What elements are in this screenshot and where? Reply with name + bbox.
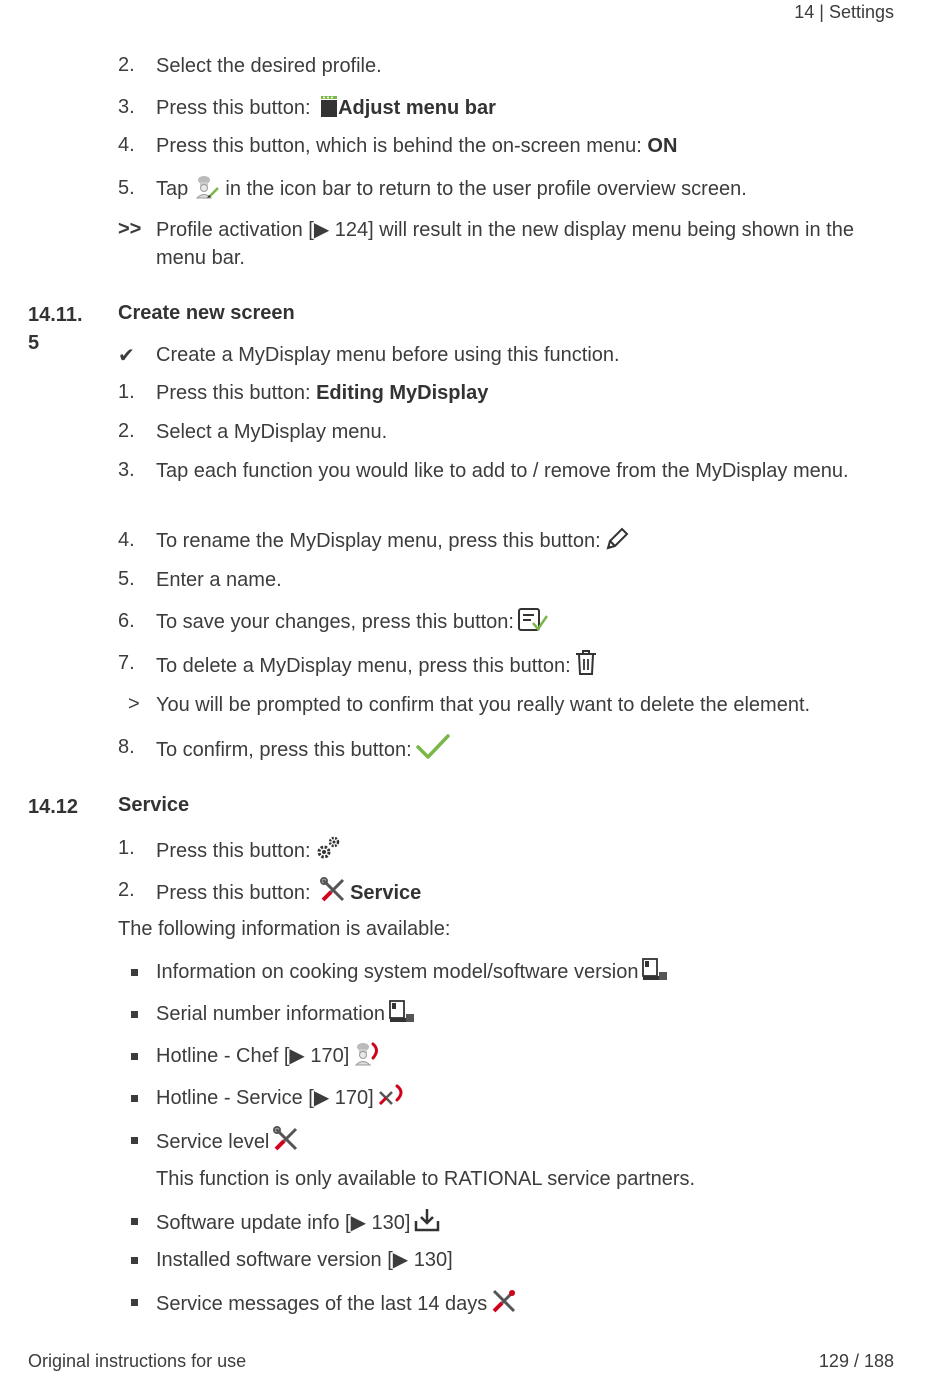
- bullet: [131, 969, 138, 976]
- bullet: [131, 1095, 138, 1102]
- bullet: [131, 1053, 138, 1060]
- result-text: You will be prompted to confirm that you really want to delete the element.: [156, 694, 811, 716]
- list-item: Serial number information: [156, 1000, 415, 1032]
- section-title: Service: [118, 794, 190, 816]
- save-checklist-icon: [518, 608, 548, 640]
- result-text: Profile activation [▶ 124] will result in the new display menu being shown in the menu bar.: [156, 219, 854, 269]
- result-marker: >>: [118, 218, 142, 240]
- step-marker: 3.: [118, 459, 135, 481]
- bullet: [131, 1137, 138, 1144]
- menu-bar-icon: [320, 96, 338, 126]
- step-text: Press this button: Adjust menu bar: [156, 94, 496, 126]
- trash-icon: [575, 650, 597, 684]
- gears-icon: [315, 835, 341, 869]
- step-text: Tap in the icon bar to return to the user profile overview screen.: [156, 175, 747, 207]
- step-text: To delete a MyDisplay menu, press this button:: [156, 650, 597, 684]
- step-marker: 2.: [118, 420, 135, 442]
- step-marker: 6.: [118, 610, 135, 632]
- list-item: Information on cooking system model/software version: [156, 958, 668, 990]
- list-item: Service level: [156, 1126, 299, 1160]
- footer-left: Original instructions for use: [28, 1351, 247, 1371]
- service-tools-icon: [491, 1288, 517, 1322]
- step-text: Select a MyDisplay menu.: [156, 421, 388, 443]
- step-text: Press this button:: [156, 835, 341, 869]
- list-item: Hotline - Service [▶ 170]: [156, 1084, 406, 1116]
- step-marker: 1.: [118, 837, 135, 859]
- list-item-note: This function is only available to RATIONAL service partners.: [156, 1168, 696, 1190]
- step-marker: 4.: [118, 134, 135, 156]
- step-marker: 7.: [118, 652, 135, 674]
- bullet: [131, 1218, 138, 1225]
- device-info-icon: [642, 958, 668, 990]
- chef-profile-edit-icon: [194, 175, 220, 207]
- bullet: [131, 1011, 138, 1018]
- result-marker: >: [128, 693, 140, 715]
- step-text: Press this button, which is behind the on-screen menu: ON: [156, 135, 678, 157]
- list-intro: The following information is available:: [118, 918, 451, 940]
- service-hotline-icon: [378, 1084, 406, 1116]
- bullet: [131, 1257, 138, 1264]
- step-text: To rename the MyDisplay menu, press this button:: [156, 527, 629, 559]
- step-text: Select the desired profile.: [156, 55, 382, 77]
- step-text: Press this button: Editing MyDisplay: [156, 382, 489, 404]
- precondition-text: Create a MyDisplay menu before using this function.: [156, 344, 620, 366]
- list-item: Software update info [▶ 130]: [156, 1207, 440, 1241]
- step-marker: 5.: [118, 568, 135, 590]
- step-text: Press this button: Service: [156, 877, 421, 911]
- step-text: Tap each function you would like to add to / remove from the MyDisplay menu.: [156, 460, 849, 482]
- service-tools-icon: [273, 1126, 299, 1160]
- step-marker: 2.: [118, 54, 135, 76]
- running-header: 14 | Settings: [794, 2, 894, 22]
- pencil-icon: [605, 527, 629, 559]
- section-number: 14.12: [28, 796, 79, 818]
- check-icon: [416, 734, 450, 768]
- step-marker: 4.: [118, 529, 135, 551]
- step-marker: 3.: [118, 96, 135, 118]
- step-text: To save your changes, press this button:: [156, 608, 548, 640]
- step-marker: 2.: [118, 879, 135, 901]
- download-icon: [414, 1207, 440, 1241]
- chef-hotline-icon: [353, 1042, 381, 1074]
- list-item: Installed software version [▶ 130]: [156, 1249, 453, 1271]
- list-item: Hotline - Chef [▶ 170]: [156, 1042, 381, 1074]
- precondition-marker: ✔: [118, 345, 135, 367]
- bullet: [131, 1299, 138, 1306]
- step-text: Enter a name.: [156, 569, 282, 591]
- step-text: To confirm, press this button:: [156, 734, 450, 768]
- service-tools-icon: [320, 877, 346, 911]
- step-marker: 1.: [118, 381, 135, 403]
- step-marker: 8.: [118, 736, 135, 758]
- device-info-icon: [389, 1000, 415, 1032]
- section-number: 14.11. 5: [28, 304, 83, 354]
- list-item: Service messages of the last 14 days: [156, 1288, 517, 1322]
- step-marker: 5.: [118, 177, 135, 199]
- page-number: 129 / 188: [818, 1351, 894, 1371]
- section-title: Create new screen: [118, 302, 295, 324]
